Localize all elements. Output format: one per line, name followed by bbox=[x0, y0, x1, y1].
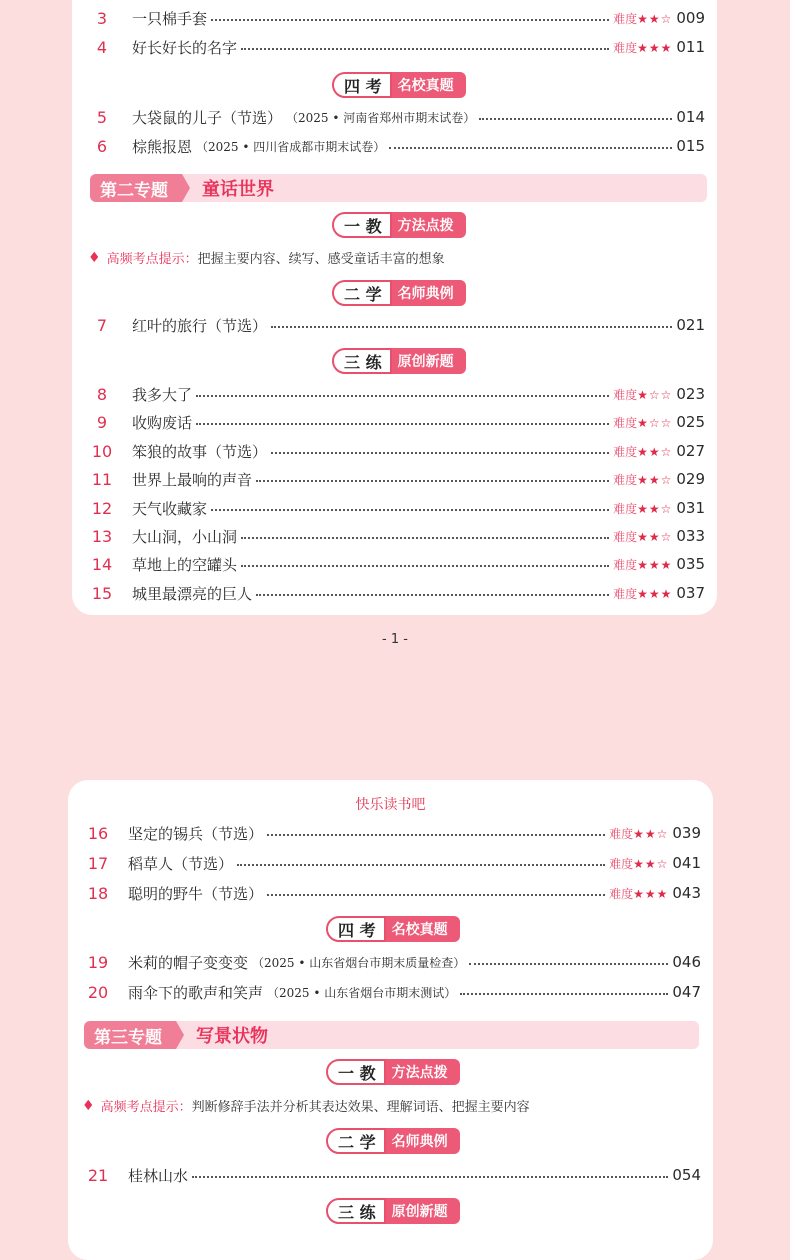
page-number: 047 bbox=[672, 983, 701, 1001]
item-title: 棕熊报恩 bbox=[132, 137, 193, 156]
exam-source: （2025 • 山东省烟台市期末质量检查） bbox=[252, 955, 466, 970]
difficulty-stars: ★★☆ bbox=[637, 444, 673, 459]
page-number: 014 bbox=[676, 108, 705, 126]
difficulty: 难度★★★ bbox=[613, 586, 673, 601]
toc-row[interactable] bbox=[72, 496, 717, 520]
leader-dots bbox=[211, 19, 609, 21]
leader-dots bbox=[196, 395, 609, 397]
toc-row[interactable] bbox=[68, 851, 713, 875]
badge-practice: 三 练 原创新题 bbox=[332, 348, 466, 374]
item-number: 20 bbox=[87, 982, 109, 1002]
item-number: 16 bbox=[87, 823, 109, 843]
item-title: 天气收藏家 bbox=[132, 499, 208, 518]
section-header-3 bbox=[84, 1021, 699, 1049]
item-number: 8 bbox=[96, 384, 108, 404]
section-tag: 第三专题 bbox=[84, 1021, 176, 1049]
toc-row[interactable] bbox=[68, 881, 713, 905]
difficulty-stars: ★☆☆ bbox=[637, 387, 673, 402]
difficulty-stars: ★★☆ bbox=[637, 472, 673, 487]
toc-row[interactable] bbox=[72, 439, 717, 463]
page-number: 054 bbox=[672, 1166, 701, 1184]
item-number: 7 bbox=[96, 315, 108, 335]
section-title: 童话世界 bbox=[202, 179, 274, 200]
item-title: 好长好长的名字 bbox=[132, 38, 238, 57]
difficulty-stars: ★★☆ bbox=[633, 826, 669, 841]
item-number: 14 bbox=[91, 554, 113, 574]
toc-row[interactable] bbox=[68, 980, 713, 1004]
page-number: 009 bbox=[676, 9, 705, 27]
badge-learn: 二 学 名师典例 bbox=[326, 1128, 460, 1154]
exam-source: （2025 • 山东省烟台市期末测试） bbox=[267, 985, 457, 1000]
difficulty: 难度★★☆ bbox=[613, 11, 673, 26]
item-number: 18 bbox=[87, 883, 109, 903]
badge-teach: 一 教 方法点拨 bbox=[326, 1059, 460, 1085]
exam-source: （2025 • 河南省郑州市期末试卷） bbox=[286, 110, 476, 125]
item-number: 15 bbox=[91, 583, 113, 603]
item-title: 笨狼的故事（节选） bbox=[132, 442, 268, 461]
toc-row[interactable] bbox=[72, 410, 717, 434]
difficulty-stars: ★★☆ bbox=[633, 856, 669, 871]
toc-row[interactable] bbox=[72, 382, 717, 406]
tip-label: 高频考点提示： bbox=[106, 252, 198, 267]
difficulty-stars: ★★☆ bbox=[637, 501, 673, 516]
item-number: 17 bbox=[87, 853, 109, 873]
difficulty: 难度★★☆ bbox=[609, 826, 669, 841]
leader-dots bbox=[241, 537, 609, 539]
tip-text: 判断修辞手法并分析其表达效果、理解词语、把握主要内容 bbox=[191, 1100, 530, 1115]
leader-dots bbox=[267, 834, 605, 836]
difficulty-stars: ★★★ bbox=[633, 886, 669, 901]
item-title: 大袋鼠的儿子（节选） bbox=[132, 108, 283, 127]
item-number: 9 bbox=[96, 412, 108, 432]
badge-practice: 三 练 原创新题 bbox=[326, 1198, 460, 1224]
leader-dots bbox=[479, 118, 672, 120]
difficulty: 难度★★☆ bbox=[609, 856, 669, 871]
leader-dots bbox=[211, 509, 609, 511]
difficulty: 难度★★☆ bbox=[613, 444, 673, 459]
difficulty-stars: ★★☆ bbox=[637, 529, 673, 544]
toc-row[interactable] bbox=[72, 6, 717, 30]
difficulty: 难度★★★ bbox=[613, 40, 673, 55]
exam-source: （2025 • 四川省成都市期末试卷） bbox=[196, 139, 386, 154]
difficulty-stars: ★★★ bbox=[637, 557, 673, 572]
page-number: 043 bbox=[672, 884, 701, 902]
item-title: 大山洞，小山洞 bbox=[132, 527, 238, 546]
item-number: 11 bbox=[91, 469, 113, 489]
page-number: 033 bbox=[676, 527, 705, 545]
section-tag: 第二专题 bbox=[90, 174, 182, 202]
toc-row[interactable] bbox=[68, 821, 713, 845]
toc-card-2 bbox=[68, 780, 713, 1260]
tip-line bbox=[82, 1096, 530, 1115]
item-number: 13 bbox=[91, 526, 113, 546]
toc-row[interactable] bbox=[68, 1163, 713, 1187]
toc-row[interactable] bbox=[72, 581, 717, 605]
page-number: 025 bbox=[676, 413, 705, 431]
leader-dots bbox=[196, 423, 609, 425]
badge-teach: 一 教 方法点拨 bbox=[332, 212, 466, 238]
leader-dots bbox=[256, 480, 609, 482]
page-number: 031 bbox=[676, 499, 705, 517]
leader-dots bbox=[271, 452, 609, 454]
item-number: 6 bbox=[96, 136, 108, 156]
tip-label: 高频考点提示： bbox=[100, 1100, 192, 1115]
difficulty-stars: ★★★ bbox=[637, 40, 673, 55]
item-title: 稻草人（节选） bbox=[128, 854, 234, 873]
difficulty: 难度★★☆ bbox=[613, 529, 673, 544]
toc-row[interactable] bbox=[72, 313, 717, 337]
leader-dots bbox=[241, 565, 609, 567]
page-number: 039 bbox=[672, 824, 701, 842]
page-number: 037 bbox=[676, 584, 705, 602]
item-number: 5 bbox=[96, 107, 108, 127]
leader-dots bbox=[469, 963, 668, 965]
item-title: 雨伞下的歌声和笑声 bbox=[128, 983, 264, 1002]
leader-dots bbox=[241, 48, 609, 50]
difficulty: 难度★☆☆ bbox=[613, 415, 673, 430]
toc-row[interactable] bbox=[72, 134, 717, 158]
card-header-reading: 快乐读书吧 bbox=[355, 797, 426, 813]
difficulty: 难度★★★ bbox=[613, 557, 673, 572]
section-title: 写景状物 bbox=[196, 1026, 268, 1047]
page-number: 015 bbox=[676, 137, 705, 155]
toc-row[interactable] bbox=[72, 552, 717, 576]
page-footer-number: - 1 - bbox=[382, 632, 408, 647]
page-number: 023 bbox=[676, 385, 705, 403]
item-title: 红叶的旅行（节选） bbox=[132, 316, 268, 335]
badge-exam: 四 考 名校真题 bbox=[332, 72, 466, 98]
difficulty-stars: ★★☆ bbox=[637, 11, 673, 26]
toc-card-1 bbox=[72, 0, 717, 615]
toc-row[interactable] bbox=[72, 105, 717, 129]
toc-row[interactable] bbox=[68, 950, 713, 974]
item-title: 收购废话 bbox=[132, 413, 193, 432]
page-number: 027 bbox=[676, 442, 705, 460]
leader-dots bbox=[237, 864, 605, 866]
page-number: 021 bbox=[676, 316, 705, 334]
leader-dots bbox=[256, 594, 609, 596]
page-number: 041 bbox=[672, 854, 701, 872]
tip-line bbox=[88, 248, 445, 267]
badge-learn: 二 学 名师典例 bbox=[332, 280, 466, 306]
toc-row[interactable] bbox=[72, 35, 717, 59]
page-number: 035 bbox=[676, 555, 705, 573]
item-number: 4 bbox=[96, 37, 108, 57]
item-title: 草地上的空罐头 bbox=[132, 555, 238, 574]
item-number: 10 bbox=[91, 441, 113, 461]
item-title: 桂林山水 bbox=[128, 1166, 189, 1185]
difficulty: 难度★☆☆ bbox=[613, 387, 673, 402]
item-number: 19 bbox=[87, 952, 109, 972]
difficulty: 难度★★★ bbox=[609, 886, 669, 901]
page-number: 046 bbox=[672, 953, 701, 971]
item-title: 一只棉手套 bbox=[132, 9, 208, 28]
leader-dots bbox=[267, 894, 605, 896]
section-header-2 bbox=[90, 174, 707, 202]
item-title: 世界上最响的声音 bbox=[132, 470, 253, 489]
item-number: 21 bbox=[87, 1165, 109, 1185]
page-number: 011 bbox=[676, 38, 705, 56]
leader-dots bbox=[192, 1176, 668, 1178]
item-number: 3 bbox=[96, 8, 108, 28]
toc-row[interactable] bbox=[72, 467, 717, 491]
badge-exam: 四 考 名校真题 bbox=[326, 916, 460, 942]
leader-dots bbox=[389, 147, 672, 149]
item-title: 城里最漂亮的巨人 bbox=[132, 584, 253, 603]
item-title: 米莉的帽子变变变 bbox=[128, 953, 249, 972]
difficulty: 难度★★☆ bbox=[613, 501, 673, 516]
item-title: 聪明的野牛（节选） bbox=[128, 884, 264, 903]
flame-icon: ♦ bbox=[82, 1097, 95, 1114]
difficulty-stars: ★★★ bbox=[637, 586, 673, 601]
difficulty-stars: ★☆☆ bbox=[637, 415, 673, 430]
item-number: 12 bbox=[91, 498, 113, 518]
leader-dots bbox=[460, 993, 668, 995]
difficulty: 难度★★☆ bbox=[613, 472, 673, 487]
item-title: 坚定的锡兵（节选） bbox=[128, 824, 264, 843]
flame-icon: ♦ bbox=[88, 249, 101, 266]
page-number: 029 bbox=[676, 470, 705, 488]
item-title: 我多大了 bbox=[132, 385, 193, 404]
toc-row[interactable] bbox=[72, 524, 717, 548]
leader-dots bbox=[271, 326, 672, 328]
tip-text: 把握主要内容、续写、感受童话丰富的想象 bbox=[197, 252, 445, 267]
